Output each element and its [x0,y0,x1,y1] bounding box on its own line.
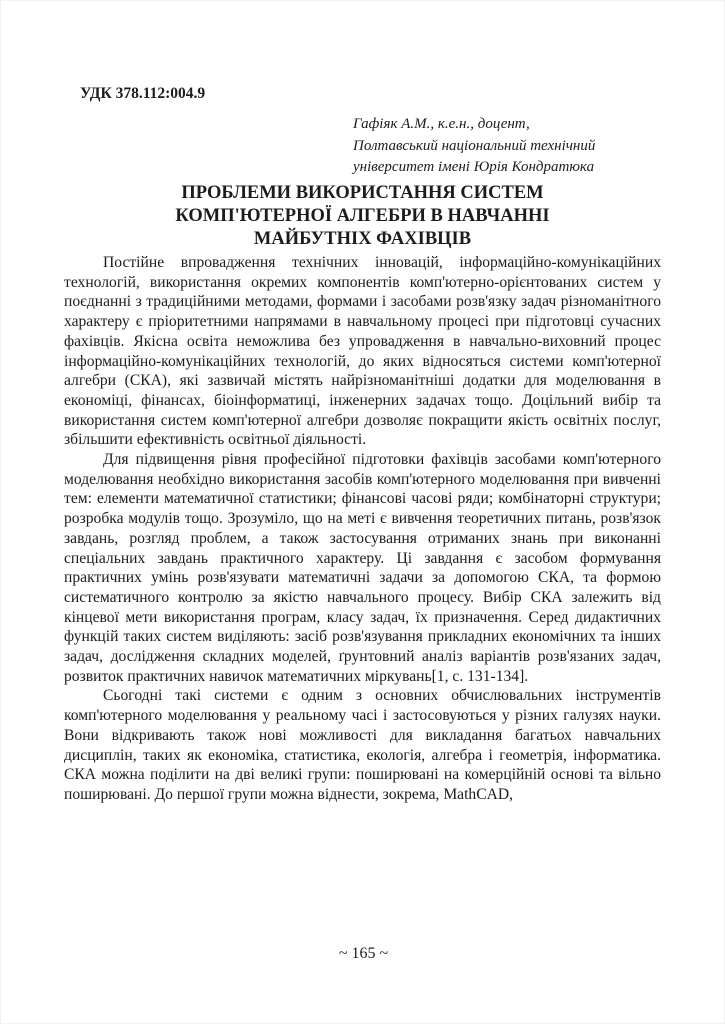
title-line-3: МАЙБУТНІХ ФАХІВЦІВ [253,229,472,250]
author-block [353,114,595,179]
article-title [64,182,661,251]
paragraph-2: Для підвищення рівня професійної підготовки фахівців засобами комп'ютерного моделювання необхідно використання засобів комп'ютерного моделювання при вивченні тем: елементи математичної статистики; фінансові часові ряди; комбінаторні структури; розробка модулів тощо. Зрозуміло, що на меті є вивчення теоретичних питань, розв'язок завдань, розгляд проблем, а також застосування отриманих знань при виконанні спеціальних завдань практичного характеру. Ці завдання є засобом формування практичних умінь розв'язувати математичні задачи за допомогою СКА, та формою систематичного контролю за якістю навчального процесу. Вибір СКА залежить від кінцевої мети використання програм, класу задач, їх призначення. Серед дидактичних функцій таких систем виділяють: засіб розв'язування прикладних економічних та інших задач, дослідження складних моделей, ґрунтовний аналіз варіантів розв'язаних задач, розвиток практичних навичок математичних міркувань[1, с. 131-134]. [64,451,661,685]
title-line-2: КОМП'ЮТЕРНОЇ АЛГЕБРИ В НАВЧАННІ [175,206,550,227]
author-affiliation-line-2: університет імені Юрія Кондратюка [353,159,595,175]
title-line-1: ПРОБЛЕМИ ВИКОРИСТАННЯ СИСТЕМ [181,183,544,204]
paragraph-1: Постійне впровадження технічних інновацій, інформаційно-комунікаційних технологій, використання окремих компонентів комп'ютерно-орієнтованих систем у поєднанні з традиційними методами, формами і засобами розв'язку задач різноманітного характеру є пріоритетними напрямами в навчальному процесі при підготовці сучасних фахівців. Якісна освіта неможлива без упровадження в навчально-виховний процес інформаційно-комунікаційних технологій, до яких відносяться системи комп'ютерної алгебри (СКА), які зазвичай містять найрізноманітніші додатки для моделювання в економіці, фінансах, біоінформатиці, інженерних задачах тощо. Доцільний вибір та використання систем комп'ютерної алгебри дозволяє покращити якість освітніх послуг, збільшити ефективність освітньої діяльності. [64,254,661,449]
paragraph-3: Сьогодні такі системи є одним з основних обчислювальних інструментів комп'ютерного моделювання у реальному часі і застосовуються у різних галузях науки. Вони відкривають також нові можливості для викладання багатьох навчальних дисциплін, таких як економіка, статистика, екологія, алгебра і геометрія, інформатика. СКА можна поділити на дві великі групи: поширювані на комерційній основі та вільно поширювані. До першої групи можна віднести, зокрема, MathCAD, [64,687,661,803]
article-body [64,253,661,805]
author-name-line: Гафіяк А.М., к.е.н., доцент, [353,116,530,132]
udk-classification: УДК 378.112:004.9 [80,85,206,102]
author-affiliation-line-1: Полтавський національний технічний [353,137,596,154]
page-number: ~ 165 ~ [338,945,389,962]
